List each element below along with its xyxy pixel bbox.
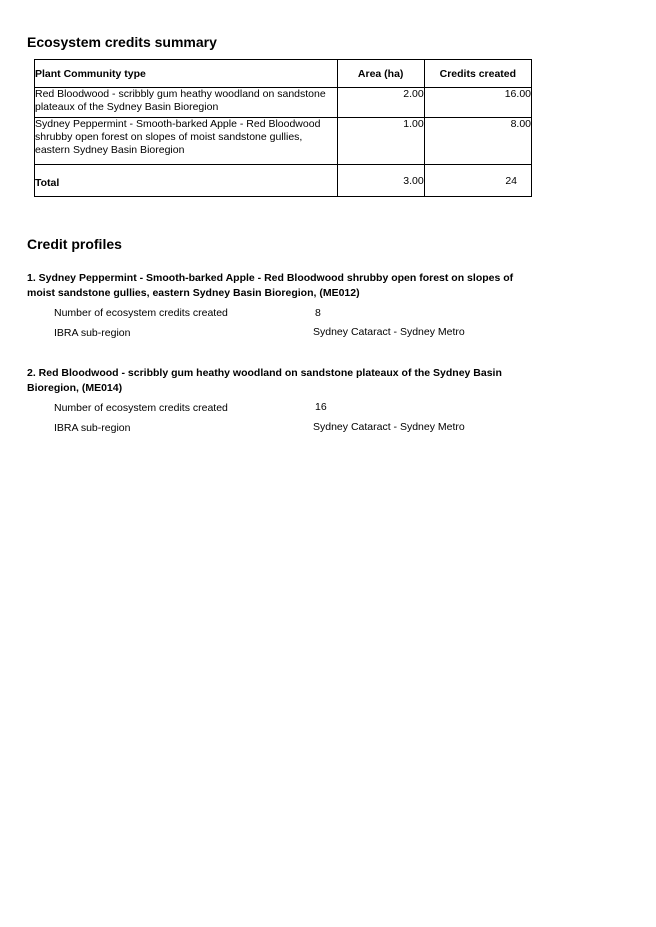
header-credits-created: Credits created (424, 60, 531, 88)
cell-area: 1.00 (337, 118, 424, 165)
cell-credits-created: 8.00 (424, 118, 531, 165)
credit-profiles-title: Credit profiles (27, 236, 122, 252)
profile-heading: 1. Sydney Peppermint - Smooth-barked Apple - Red Bloodwood shrubby open forest on slopes of moist sandstone gullies, eastern Sydney Basin Bioregion, (ME012) (27, 272, 514, 299)
total-credits: 24 (424, 165, 531, 197)
profile-ibra-label: IBRA sub-region (54, 422, 131, 434)
total-label: Total (35, 165, 338, 197)
table-header-row (35, 60, 532, 88)
profile-ibra-value: Sydney Cataract - Sydney Metro (313, 421, 465, 433)
summary-title: Ecosystem credits summary (27, 34, 217, 50)
table-row (35, 118, 532, 165)
cell-area: 2.00 (337, 88, 424, 118)
profile-credits-value: 8 (315, 307, 321, 319)
header-plant-community-type: Plant Community type (35, 60, 338, 88)
header-area: Area (ha) (337, 60, 424, 88)
table-row (35, 88, 532, 118)
profile-credits-label: Number of ecosystem credits created (54, 307, 228, 319)
profile-credits-label: Number of ecosystem credits created (54, 402, 228, 414)
cell-plant-community-type: Red Bloodwood - scribbly gum heathy woodland on sandstone plateaux of the Sydney Basin Bioregion (35, 88, 338, 118)
table-total-row (35, 165, 532, 197)
profile-ibra-label: IBRA sub-region (54, 327, 131, 339)
credits-summary-table (34, 59, 532, 197)
cell-plant-community-type: Sydney Peppermint - Smooth-barked Apple - Red Bloodwood shrubby open forest on slopes of moist sandstone gullies, eastern Sydney Basin Bioregion (35, 118, 338, 165)
total-area: 3.00 (337, 165, 424, 197)
profile-credits-value: 16 (315, 401, 327, 413)
profile-heading: 2. Red Bloodwood - scribbly gum heathy woodland on sandstone plateaux of the Sydney Basin Bioregion, (ME014) (27, 367, 502, 394)
profile-ibra-value: Sydney Cataract - Sydney Metro (313, 326, 465, 338)
cell-credits-created: 16.00 (424, 88, 531, 118)
